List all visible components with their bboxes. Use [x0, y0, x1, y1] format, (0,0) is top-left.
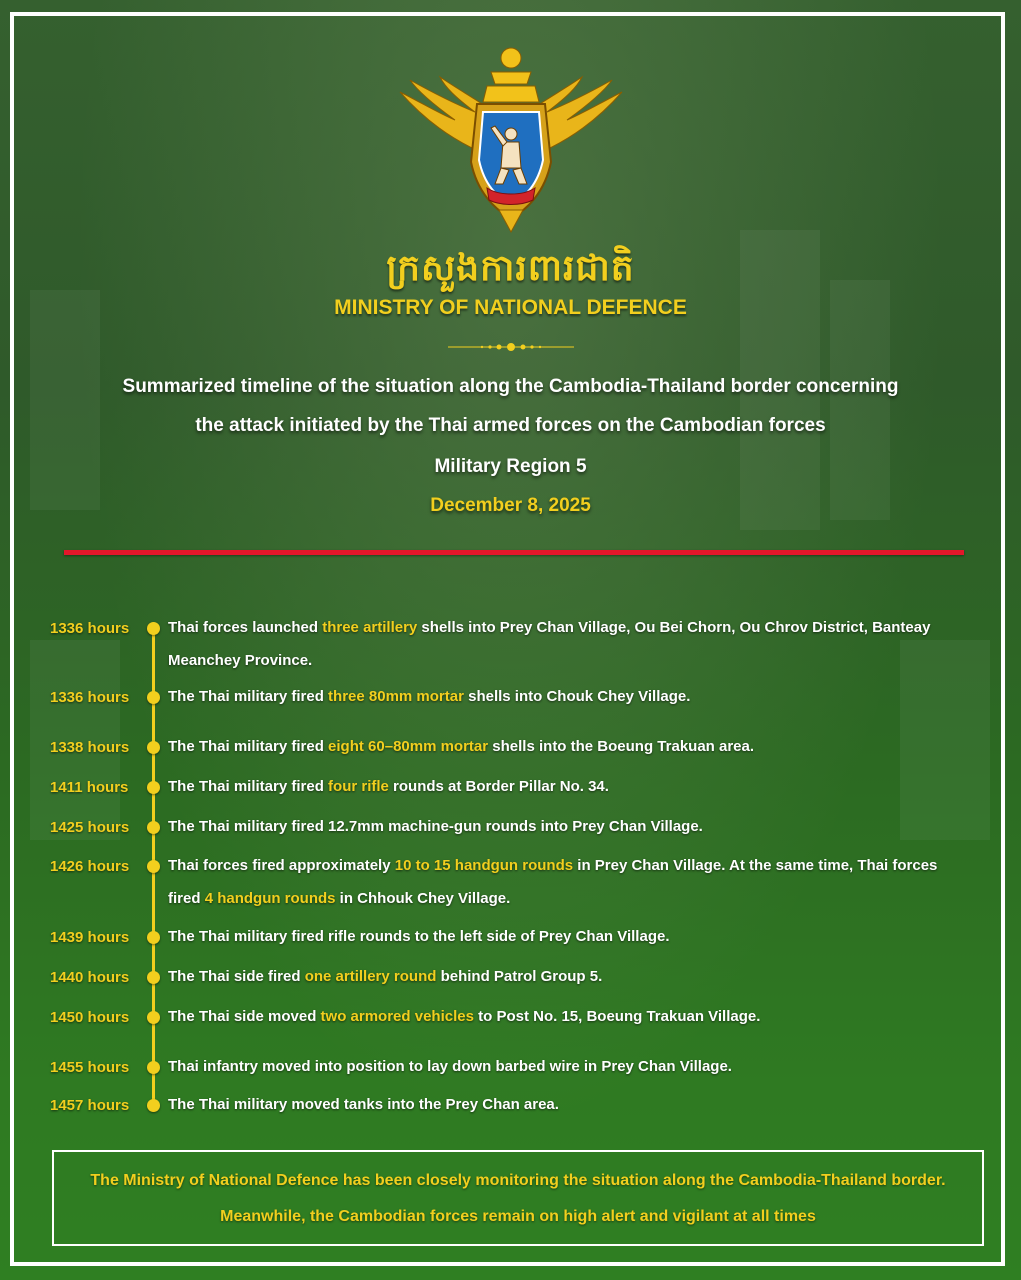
- timeline-time: 1411 hours: [50, 779, 129, 796]
- event-text: The Thai military fired: [168, 738, 329, 755]
- event-text: shells into Chouk Chey Village.: [463, 688, 691, 705]
- timeline-time: 1426 hours: [50, 858, 130, 875]
- highlighted-text: two armored vehicles: [320, 1008, 474, 1025]
- timeline-event: [168, 1088, 968, 1121]
- timeline-event: [168, 810, 968, 843]
- red-divider: [64, 550, 964, 555]
- timeline-time: 1455 hours: [50, 1059, 130, 1076]
- event-text: The Thai military fired: [168, 688, 329, 705]
- timeline-dot: [147, 860, 160, 873]
- footer-line-1: The Ministry of National Defence has been closely monitoring the situation along the Cambodia-Thailand border.: [90, 1172, 946, 1189]
- event-text: shells into Prey Chan Village, Ou Bei Chorn, Ou Chrov District, Banteay Meanchey Province.: [168, 619, 931, 669]
- event-text: The Thai side moved: [168, 1008, 321, 1025]
- ministry-name: MINISTRY OF NATIONAL DEFENCE: [334, 296, 687, 319]
- event-text: The Thai military moved tanks into the Prey Chan area.: [168, 1096, 559, 1113]
- timeline-event: [168, 680, 968, 713]
- highlighted-text: 4 handgun rounds: [204, 890, 336, 907]
- military-region: Military Region 5: [434, 456, 587, 477]
- timeline-event: [168, 849, 968, 915]
- highlighted-text: eight 60–80mm mortar: [328, 738, 489, 755]
- headline-line-1: Summarized timeline of the situation along the Cambodia-Thailand border concerning: [122, 376, 899, 397]
- event-text: The Thai military fired 12.7mm machine-gun rounds into Prey Chan Village.: [168, 818, 703, 835]
- highlighted-text: one artillery round: [304, 968, 437, 985]
- event-text: Thai forces fired approximately: [168, 857, 395, 874]
- timeline-time: 1440 hours: [50, 969, 130, 986]
- timeline-event: [168, 920, 968, 953]
- ministry-emblem-icon: [395, 42, 627, 234]
- event-text: The Thai military fired rifle rounds to the left side of Prey Chan Village.: [168, 928, 670, 945]
- timeline-time: 1336 hours: [50, 689, 130, 706]
- timeline-event: [168, 1050, 968, 1083]
- timeline-dot: [147, 821, 160, 834]
- timeline-event: [168, 611, 968, 677]
- timeline-dot: [147, 1011, 160, 1024]
- event-text: in Prey Chan Village. At the same time, Thai forces fired: [168, 857, 938, 907]
- highlighted-text: four rifle: [328, 778, 389, 795]
- date: December 8, 2025: [430, 495, 591, 516]
- timeline-dot: [147, 1061, 160, 1074]
- timeline-time: 1450 hours: [50, 1009, 130, 1026]
- ornament-divider-icon: [448, 341, 574, 353]
- event-text: to Post No. 15, Boeung Trakuan Village.: [473, 1008, 761, 1025]
- timeline-event: [168, 770, 968, 803]
- timeline-event: [168, 730, 968, 763]
- timeline-time: 1439 hours: [50, 929, 130, 946]
- timeline-time: 1336 hours: [50, 620, 130, 637]
- timeline-dot: [147, 691, 160, 704]
- footer-line-2: Meanwhile, the Cambodian forces remain on high alert and vigilant at all times: [220, 1208, 816, 1225]
- timeline-time: 1457 hours: [50, 1097, 130, 1114]
- highlighted-text: three 80mm mortar: [328, 688, 464, 705]
- timeline-time: 1425 hours: [50, 819, 130, 836]
- timeline-dot: [147, 931, 160, 944]
- event-text: Thai infantry moved into position to lay down barbed wire in Prey Chan Village.: [168, 1058, 732, 1075]
- event-text: shells into the Boeung Trakuan area.: [488, 738, 755, 755]
- event-text: rounds at Border Pillar No. 34.: [388, 778, 609, 795]
- timeline-event: [168, 960, 968, 993]
- event-text: The Thai side fired: [168, 968, 305, 985]
- headline-line-2: the attack initiated by the Thai armed forces on the Cambodian forces: [195, 415, 826, 436]
- event-text: behind Patrol Group 5.: [436, 968, 603, 985]
- event-text: Thai forces launched: [168, 619, 323, 636]
- highlighted-text: 10 to 15 handgun rounds: [394, 857, 574, 874]
- footer-statement: [52, 1150, 984, 1246]
- timeline-event: [168, 1000, 968, 1033]
- timeline-time: 1338 hours: [50, 739, 130, 756]
- timeline-dot: [147, 622, 160, 635]
- event-text: in Chhouk Chey Village.: [335, 890, 511, 907]
- timeline-dot: [147, 1099, 160, 1112]
- timeline-dot: [147, 741, 160, 754]
- event-text: The Thai military fired: [168, 778, 329, 795]
- timeline-dot: [147, 971, 160, 984]
- highlighted-text: three artillery: [322, 619, 418, 636]
- timeline-dot: [147, 781, 160, 794]
- khmer-title: ក្រសួងការពារជាតិ: [386, 247, 635, 288]
